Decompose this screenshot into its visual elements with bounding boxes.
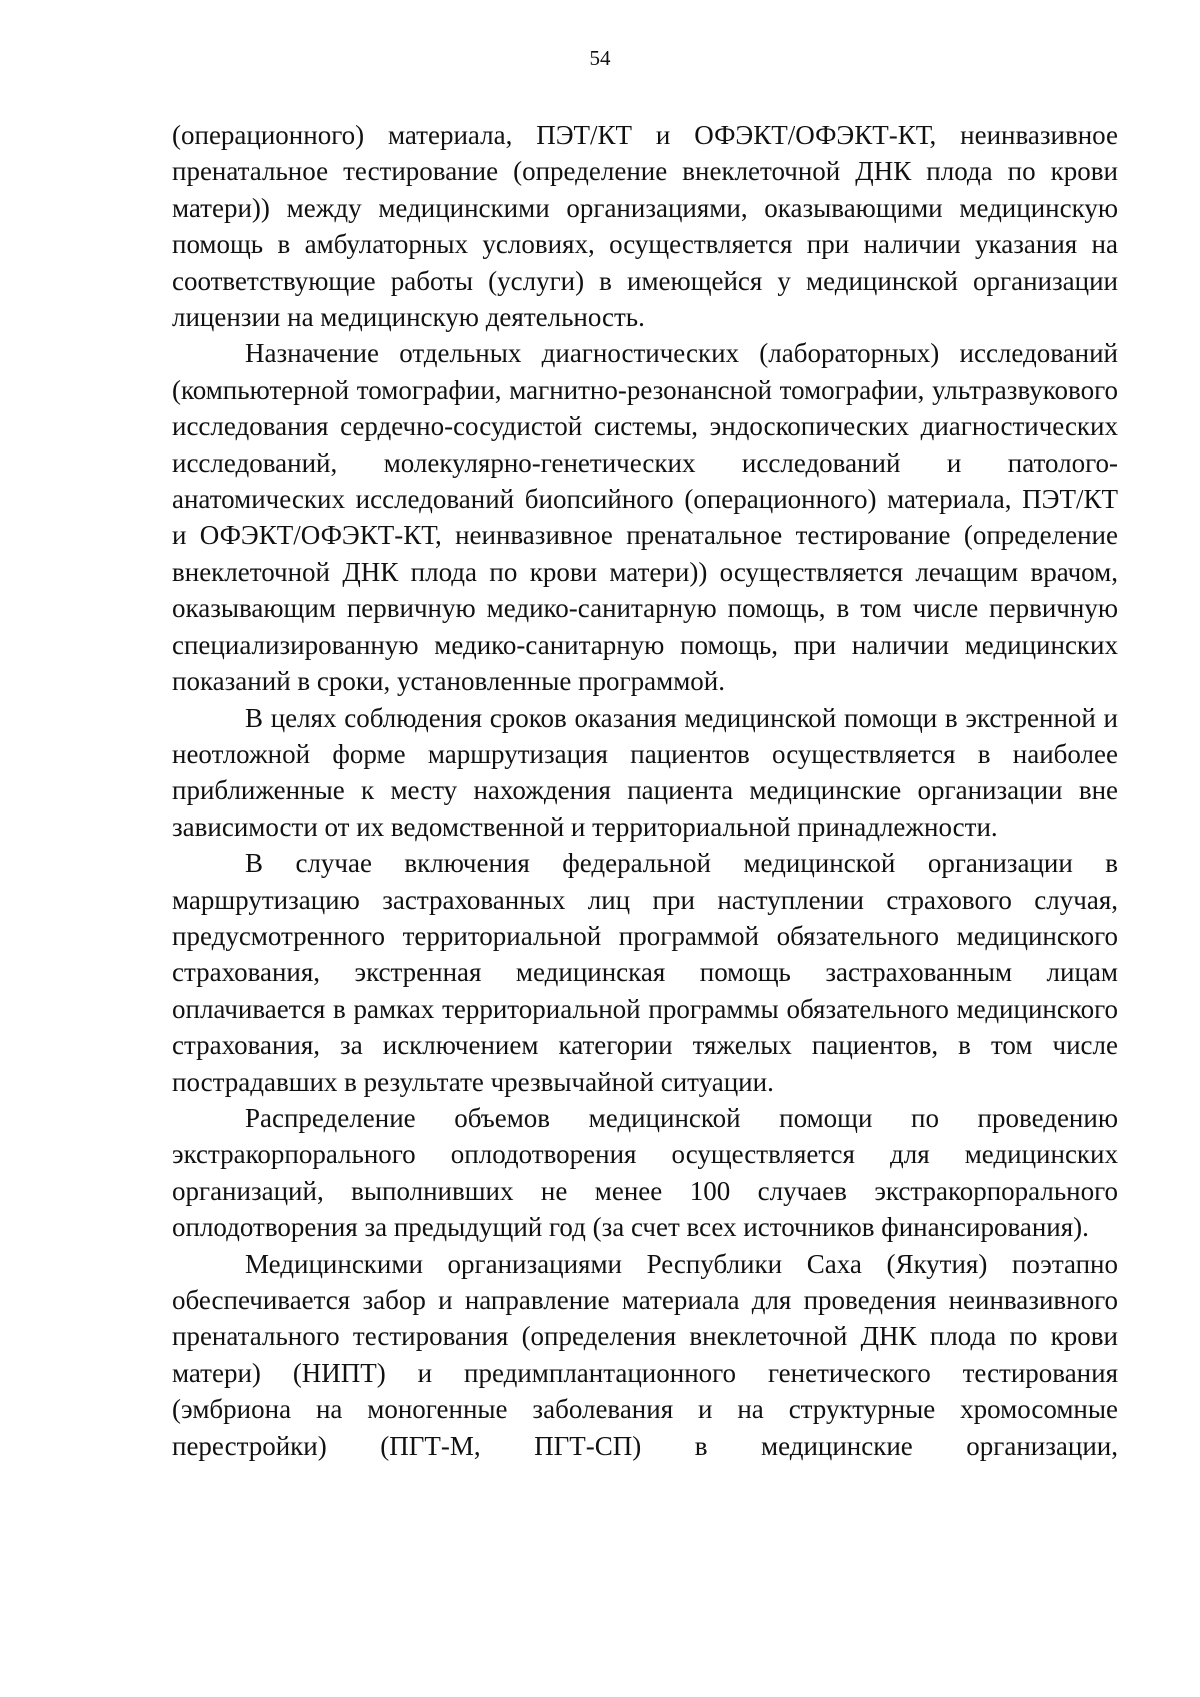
page-number: 54 [589, 46, 611, 70]
paragraph-diagnostic-prescription: Назначение отдельных диагностических (лабораторных) исследований (компьютерной томографии, магнитно-резонансной томографии, ультразвукового исследования сердечно-сосудистой системы, эндоскопических диагностических исследований, молекулярно-генетических исследований и патолого-анатомических исследований биопсийного (операционного) материала, ПЭТ/КТ и ОФЭКТ/ОФЭКТ-КТ, неинвазивное пренатальное тестирование (определение внеклеточной ДНК плода по крови матери)) осуществляется лечащим врачом, оказывающим первичную медико-санитарную помощь, в том числе первичную специализированную медико-санитарную помощь, при наличии медицинских показаний в сроки, установленные программой. [172, 338, 1118, 697]
paragraph-nipt-pgt: Медицинскими организациями Республики Саха (Якутия) поэтапно обеспечивается забор и направление материала для проведения неинвазивного пренатального тестирования (определения внеклеточной ДНК плода по крови матери) (НИПТ) и предимплантационного генетического тестирования (эмбриона на моногенные заболевания и на структурные хромосомные перестройки) (ПГТ-М, ПГТ-СП) в медицинские организации, [172, 1248, 1118, 1461]
paragraph-continuation: (операционного) материала, ПЭТ/КТ и ОФЭКТ/ОФЭКТ-КТ, неинвазивное пренатальное тестирование (определение внеклеточной ДНК плода по крови матери)) между медицинскими организациями, оказывающими медицинскую помощь в амбулаторных условиях, осуществляется при наличии указания на соответствующие работы (услуги) в имеющейся у медицинской организации лицензии на медицинскую деятельность. [172, 120, 1118, 333]
paragraph-federal-organization: В случае включения федеральной медицинской организации в маршрутизацию застрахованных лиц при наступлении страхового случая, предусмотренного территориальной программой обязательного медицинского страхования, экстренная медицинская помощь застрахованным лицам оплачивается в рамках территориальной программы обязательного медицинского страхования, за исключением категории тяжелых пациентов, в том числе пострадавших в результате чрезвычайной ситуации. [172, 848, 1118, 1097]
document-body [172, 117, 1118, 1464]
paragraph-emergency-routing: В целях соблюдения сроков оказания медицинской помощи в экстренной и неотложной форме маршрутизация пациентов осуществляется в наиболее приближенные к месту нахождения пациента медицинские организации вне зависимости от их ведомственной и территориальной принадлежности. [172, 702, 1118, 842]
paragraph-ivf-distribution: Распределение объемов медицинской помощи по проведению экстракорпорального оплодотворения осуществляется для медицинских организаций, выполнивших не менее 100 случаев экстракорпорального оплодотворения за предыдущий год (за счет всех источников финансирования). [172, 1102, 1118, 1243]
